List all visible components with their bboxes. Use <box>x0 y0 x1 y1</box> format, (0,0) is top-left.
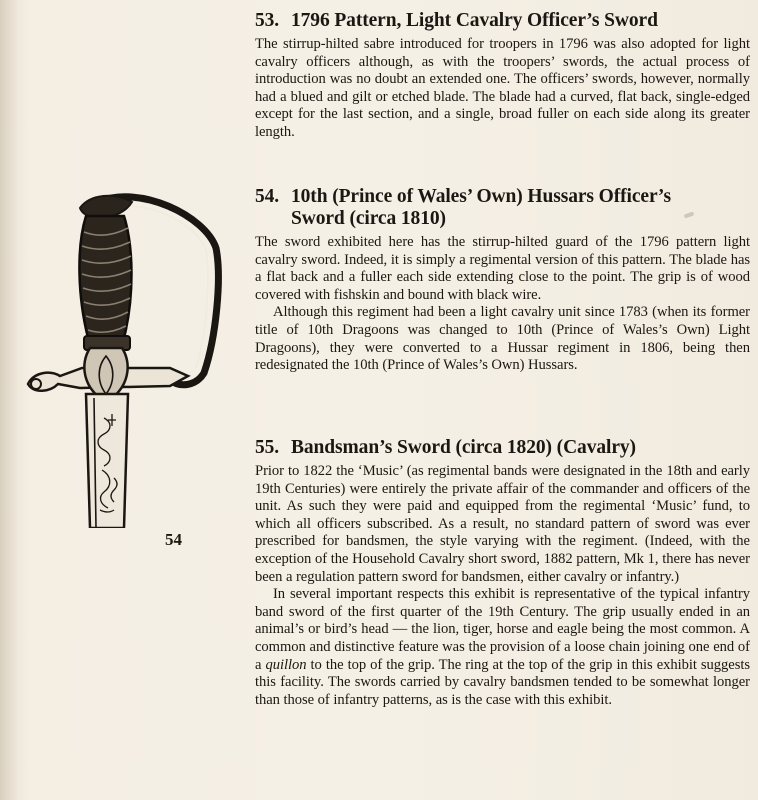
section-55-paragraph-1: Prior to 1822 the ‘Music’ (as regimental bands were designated in the 18th and early 19th Centuries) were entirely the private affair of the commander and officers of the unit. As such they were paid and equipped from the regimental ‘Music’ fund, to which all officers subscribed. As a result, no standard pattern of sword was ever prescribed for bandsmen, the style varying with the regiment. (Indeed, with the exception of the Household Cavalry short sword, 1882 pattern, Mk 1, there has never been a regulation pattern sword for bandsmen, either cavalry or infantry.) <box>255 463 750 585</box>
section-54-heading: 54. 10th (Prince of Wales’ Own) Hussars Officer’s Sword (circa 1810) <box>255 186 672 229</box>
section-53 <box>255 10 750 142</box>
section-53-heading: 53. 1796 Pattern, Light Cavalry Officer’s Sword <box>255 10 658 31</box>
section-55-paragraph-2: In several important respects this exhibit is representative of the typical infantry band sword of the first quarter of the 19th Century. The grip usually ended in an animal’s or bird’s head — the lion, tiger, horse and eagle being the most common. A common and distinctive feature was the provision of a loose chain joining one end of a quillon to the top of the grip. The ring at the top of the grip in this exhibit suggests this facility. The swords carried by cavalry bandsmen tended to be somewhat longer than those of infantry patterns, as is the case with this exhibit. <box>255 586 750 708</box>
page-gutter <box>0 0 18 800</box>
section-54-paragraph-2: Although this regiment had been a light cavalry unit since 1783 (when its former title of 10th Dragoons was changed to 10th (Prince of Wales’s Own) Light Dragoons), they were converted to a Hussar regiment in 1806, being then redesignated the 10th (Prince of Wales’s Own) Hussars. <box>255 304 750 374</box>
section-55 <box>255 437 750 709</box>
section-53-paragraph: The stirrup-hilted sabre introduced for troopers in 1796 was also adopted for light cavalry officers although, as with the troopers’ swords, the actual process of introduction was no doubt an extended one. The officers’ swords, however, normally had a blued and gilt or etched blade. The blade had a curved, flat back, single-edged except for the last section, and a single, broad fuller on each side along its greater length. <box>255 36 750 140</box>
figure-label: 54 <box>165 530 182 549</box>
italic-term: quillon <box>265 656 307 673</box>
section-54 <box>255 186 750 375</box>
sword-illustration-icon <box>20 188 230 528</box>
section-54-paragraph-1: The sword exhibited here has the stirrup-hilted guard of the 1796 pattern light cavalry sword. Indeed, it is simply a regimental version of this pattern. The blade has a flat back and a fuller each side extending close to the point. The grip is of wood covered with fishskin and bound with black wire. <box>255 234 750 303</box>
section-55-heading: 55. Bandsman’s Sword (circa 1820) (Cavalry) <box>255 437 636 458</box>
